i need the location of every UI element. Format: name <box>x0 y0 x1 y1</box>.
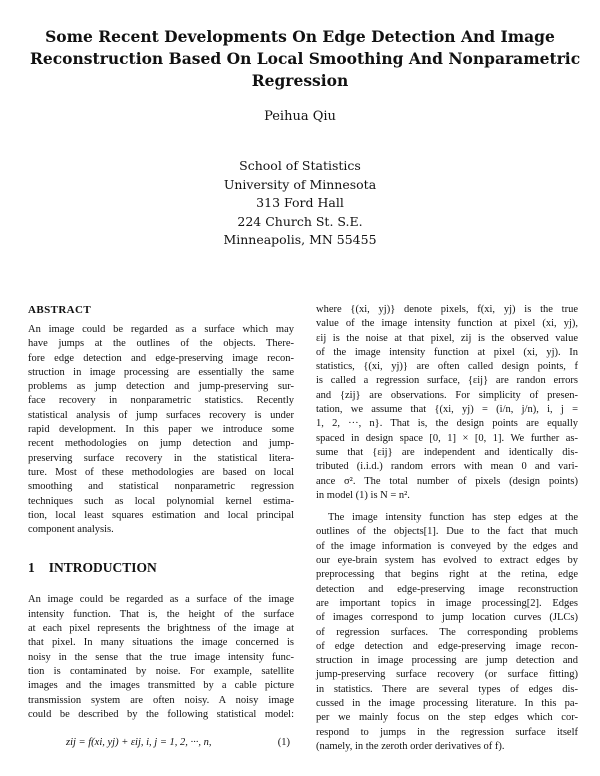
introduction-body <box>28 593 294 722</box>
abstract-line: smoothing and statistical nonparametric regression <box>28 481 294 493</box>
affiliation-line: Minneapolis, MN 55455 <box>223 232 377 247</box>
abstract-line: struction in image processing are essentially the same <box>28 366 294 378</box>
section-title: INTRODUCTION <box>48 560 157 576</box>
intro-line: An image could be regarded as a surface of the image <box>28 594 294 606</box>
abstract-line: problems as jump detection and jump-preserving sur- <box>28 381 294 393</box>
body-line: of regression surfaces. The corresponding problems <box>316 626 578 638</box>
body-line: of the image intensity function at pixel (xi, yj). In <box>316 346 578 358</box>
intro-line: images and the images transmitted by a cable picture <box>28 680 294 692</box>
body-line: jump-preserving surface recovery (or surface fitting) <box>316 669 578 681</box>
abstract-line: preserving surface recovery in the statistical litera- <box>28 452 294 464</box>
abstract-line: ture. Most of these methodologies are based on local <box>28 466 294 478</box>
body-line: in statistics. There are several types of edges dis- <box>316 683 578 695</box>
abstract-line: rapid development. In this paper we introduce some <box>28 424 294 436</box>
right-column <box>316 303 578 754</box>
body-line: value of the image intensity function at pixel (xi, yj), <box>316 318 578 330</box>
equation-body: zij = f(xi, yj) + εij, i, j = 1, 2, ···, n, <box>66 737 212 749</box>
edges-paragraph <box>316 511 578 754</box>
body-line: are important topics in image processing[2]. Edges <box>316 597 578 609</box>
author-affiliation <box>0 157 600 250</box>
body-line: in model (1) is N = n². <box>316 489 410 501</box>
abstract-line: An image could be regarded as a surface which may <box>28 324 294 335</box>
body-line: of images correspond to jump location curves (JLCs) <box>316 612 578 624</box>
body-line: respond to jumps in the regression surface itself <box>316 726 578 738</box>
affiliation-line: 313 Ford Hall <box>256 195 344 210</box>
title-line: Some Recent Developments On Edge Detection And Image <box>45 27 555 46</box>
affiliation-line: 224 Church St. S.E. <box>237 213 363 229</box>
body-line: of the image information is conveyed by the edges and <box>316 540 578 552</box>
body-line: preprocessing that begins right at the retina, edge <box>316 569 578 581</box>
body-line: ance σ². The total number of pixels (design points) <box>316 475 578 487</box>
body-line: εij is the noise at that pixel, zij is the observed value <box>316 332 578 344</box>
equation-number: (1) <box>277 737 290 749</box>
abstract-body <box>28 323 294 537</box>
body-line: 1, 2, ···, n}. That is, the design points are equally <box>316 418 578 430</box>
body-line: of edge detection and edge-preserving image recon- <box>316 640 578 652</box>
left-column <box>28 303 294 754</box>
body-line: The image intensity function has step edges at the <box>328 512 578 524</box>
section-number: 1 <box>28 560 35 576</box>
body-line: struction in image processing are jump detection and <box>316 655 578 667</box>
title-line: Reconstruction Based On Local Smoothing And Nonparametric <box>30 49 581 68</box>
title-line: Regression <box>251 71 349 90</box>
abstract-line: have jumps at the outlines of the objects. There- <box>28 338 294 350</box>
paragraph-gap <box>316 503 578 511</box>
body-line: detection and edge-preserving image reconstruction <box>316 583 578 595</box>
abstract-line: recent methodologies on jump detection and jump- <box>28 438 294 450</box>
body-line: statistics, {(xi, yj)} are often called design points, f <box>316 361 578 373</box>
equation-1 <box>28 736 294 754</box>
abstract-line: component analysis. <box>28 524 114 536</box>
intro-line: noisy in the sense that the true image intensity func- <box>28 651 294 663</box>
abstract-heading: ABSTRACT <box>28 304 92 316</box>
intro-line: intensity function. That is, the height of the surface <box>28 608 294 620</box>
intro-line: at each pixel represents the brightness of the image at <box>28 623 294 635</box>
body-line: outlines of the objects[1]. Due to the fact that much <box>316 526 578 538</box>
affiliation-line: School of Statistics <box>239 158 361 173</box>
author-name: Peihua Qiu <box>264 109 336 124</box>
abstract-line: face recovery in nonparametric statistics. Recently <box>28 395 294 407</box>
intro-line: tion is contaminated by noise. For example, satellite <box>28 665 294 677</box>
intro-line: that pixel. In many situations the image concerned is <box>28 637 294 649</box>
body-line: sume that {εij} are independent and identically dis- <box>316 446 578 458</box>
paper-title <box>30 26 581 92</box>
body-line: cussed in the image processing literature. In this pa- <box>316 698 578 710</box>
abstract-line: tion, local least squares estimation and local principal <box>28 509 294 521</box>
body-line: (namely, in the zeroth order derivatives of f). <box>316 740 505 752</box>
abstract-line: fore edge detection and edge-preserving image recon- <box>28 352 294 364</box>
intro-line: could be described by the following statistical model: <box>28 708 294 720</box>
affiliation-line: University of Minnesota <box>223 176 377 192</box>
body-line: per we mainly focus on the step edges which cor- <box>316 712 578 724</box>
body-line: and {zij} are observations. For simplicity of presen- <box>316 389 578 401</box>
body-line: tributed (i.i.d.) random errors with mean 0 and vari- <box>316 461 578 473</box>
abstract-line: statistical analysis of jump surfaces recovery is under <box>28 409 294 421</box>
body-line: tation, we assume that {(xi, yj) = (i/n, j/n), i, j = <box>316 404 578 416</box>
body-line: is called a regression surface, {εij} are randon errors <box>316 375 578 387</box>
body-line: our eye-brain system has evolved to extract edges by <box>316 555 578 567</box>
section-heading-introduction <box>28 561 294 577</box>
body-line: where {(xi, yj)} denote pixels, f(xi, yj) is the true <box>316 304 578 315</box>
model-description-paragraph <box>316 303 578 503</box>
intro-line: transmission system are often noisy. A noisy image <box>28 694 294 706</box>
abstract-line: techniques such as local polynomial kernel estima- <box>28 495 294 507</box>
body-line: spaced in design space [0, 1] × [0, 1]. We further as- <box>316 432 578 444</box>
